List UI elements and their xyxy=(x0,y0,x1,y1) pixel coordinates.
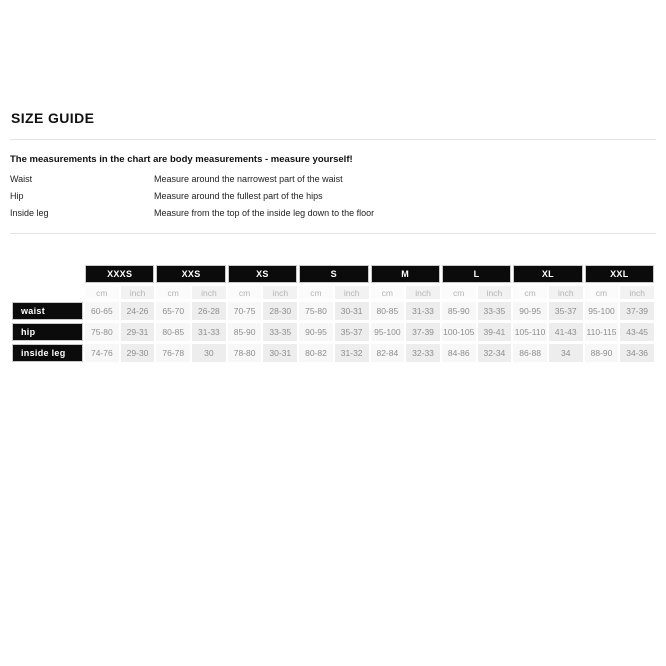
definition-term: Waist xyxy=(10,174,33,184)
value-cm: 95-100 xyxy=(371,323,405,341)
size-header-s: S xyxy=(299,265,368,283)
unit-label-inch: inch xyxy=(335,286,369,299)
value-cm: 110-115 xyxy=(585,323,619,341)
value-inch: 41-43 xyxy=(549,323,583,341)
size-header-xs: XS xyxy=(228,265,297,283)
value-inch: 37-39 xyxy=(406,323,440,341)
value-cm: 70-75 xyxy=(228,302,262,320)
value-cm: 85-90 xyxy=(228,323,262,341)
definition-row-hip xyxy=(10,191,656,201)
value-inch: 30-31 xyxy=(263,344,297,362)
size-header-l: L xyxy=(442,265,511,283)
value-inch: 26-28 xyxy=(192,302,226,320)
definition-description: Measure around the fullest part of the hips xyxy=(154,191,323,201)
intro-text: The measurements in the chart are body measurements - measure yourself! xyxy=(10,154,353,165)
value-inch: 32-33 xyxy=(406,344,440,362)
size-header-xl: XL xyxy=(513,265,582,283)
corner-cell xyxy=(12,265,83,283)
size-table xyxy=(10,262,656,365)
value-cm: 74-76 xyxy=(85,344,119,362)
value-inch: 31-33 xyxy=(192,323,226,341)
value-inch: 43-45 xyxy=(620,323,654,341)
definition-term: Inside leg xyxy=(10,208,49,218)
unit-label-cm: cm xyxy=(228,286,262,299)
value-cm: 80-85 xyxy=(156,323,190,341)
row-label: waist xyxy=(12,302,83,320)
value-inch: 28-30 xyxy=(263,302,297,320)
value-cm: 90-95 xyxy=(513,302,547,320)
value-inch: 31-32 xyxy=(335,344,369,362)
unit-label-inch: inch xyxy=(478,286,512,299)
measurement-definitions xyxy=(10,174,656,218)
measurement-row-hip xyxy=(12,323,654,341)
definition-row-waist xyxy=(10,174,656,184)
value-inch: 31-33 xyxy=(406,302,440,320)
row-label: hip xyxy=(12,323,83,341)
page-title: SIZE GUIDE xyxy=(11,110,95,126)
value-inch: 24-26 xyxy=(121,302,155,320)
definition-description: Measure around the narrowest part of the waist xyxy=(154,174,343,184)
size-header-xxl: XXL xyxy=(585,265,654,283)
divider-top xyxy=(10,139,656,140)
divider-middle xyxy=(10,233,656,234)
size-table-wrap xyxy=(10,262,656,365)
unit-label-inch: inch xyxy=(263,286,297,299)
value-inch: 30 xyxy=(192,344,226,362)
value-cm: 100-105 xyxy=(442,323,476,341)
value-inch: 34 xyxy=(549,344,583,362)
value-cm: 95-100 xyxy=(585,302,619,320)
unit-label-inch: inch xyxy=(620,286,654,299)
size-header-row xyxy=(12,265,654,283)
unit-label-cm: cm xyxy=(371,286,405,299)
unit-label-inch: inch xyxy=(192,286,226,299)
value-cm: 80-85 xyxy=(371,302,405,320)
value-inch: 29-30 xyxy=(121,344,155,362)
value-cm: 90-95 xyxy=(299,323,333,341)
value-inch: 35-37 xyxy=(335,323,369,341)
measurement-row-waist xyxy=(12,302,654,320)
value-inch: 32-34 xyxy=(478,344,512,362)
unit-label-inch: inch xyxy=(406,286,440,299)
unit-label-inch: inch xyxy=(549,286,583,299)
value-cm: 65-70 xyxy=(156,302,190,320)
definition-row-inside-leg xyxy=(10,208,656,218)
unit-label-cm: cm xyxy=(442,286,476,299)
value-inch: 33-35 xyxy=(478,302,512,320)
definition-term: Hip xyxy=(10,191,24,201)
value-cm: 80-82 xyxy=(299,344,333,362)
value-cm: 85-90 xyxy=(442,302,476,320)
size-header-xxxs: XXXS xyxy=(85,265,154,283)
unit-label-cm: cm xyxy=(585,286,619,299)
unit-label-cm: cm xyxy=(513,286,547,299)
value-inch: 30-31 xyxy=(335,302,369,320)
corner-cell xyxy=(12,286,83,299)
value-inch: 29-31 xyxy=(121,323,155,341)
definition-description: Measure from the top of the inside leg down to the floor xyxy=(154,208,375,218)
value-cm: 86-88 xyxy=(513,344,547,362)
row-label: inside leg xyxy=(12,344,83,362)
value-inch: 37-39 xyxy=(620,302,654,320)
value-cm: 82-84 xyxy=(371,344,405,362)
value-cm: 75-80 xyxy=(85,323,119,341)
value-cm: 105-110 xyxy=(513,323,547,341)
unit-header-row xyxy=(12,286,654,299)
value-inch: 39-41 xyxy=(478,323,512,341)
value-cm: 78-80 xyxy=(228,344,262,362)
size-table-body xyxy=(12,302,654,362)
size-table-head xyxy=(12,265,654,299)
value-inch: 34-36 xyxy=(620,344,654,362)
value-cm: 75-80 xyxy=(299,302,333,320)
unit-label-cm: cm xyxy=(299,286,333,299)
measurement-row-inside-leg xyxy=(12,344,654,362)
value-cm: 84-86 xyxy=(442,344,476,362)
value-inch: 35-37 xyxy=(549,302,583,320)
unit-label-cm: cm xyxy=(156,286,190,299)
value-cm: 88-90 xyxy=(585,344,619,362)
value-cm: 76-78 xyxy=(156,344,190,362)
value-cm: 60-65 xyxy=(85,302,119,320)
unit-label-inch: inch xyxy=(121,286,155,299)
size-header-m: M xyxy=(371,265,440,283)
unit-label-cm: cm xyxy=(85,286,119,299)
value-inch: 33-35 xyxy=(263,323,297,341)
size-header-xxs: XXS xyxy=(156,265,225,283)
